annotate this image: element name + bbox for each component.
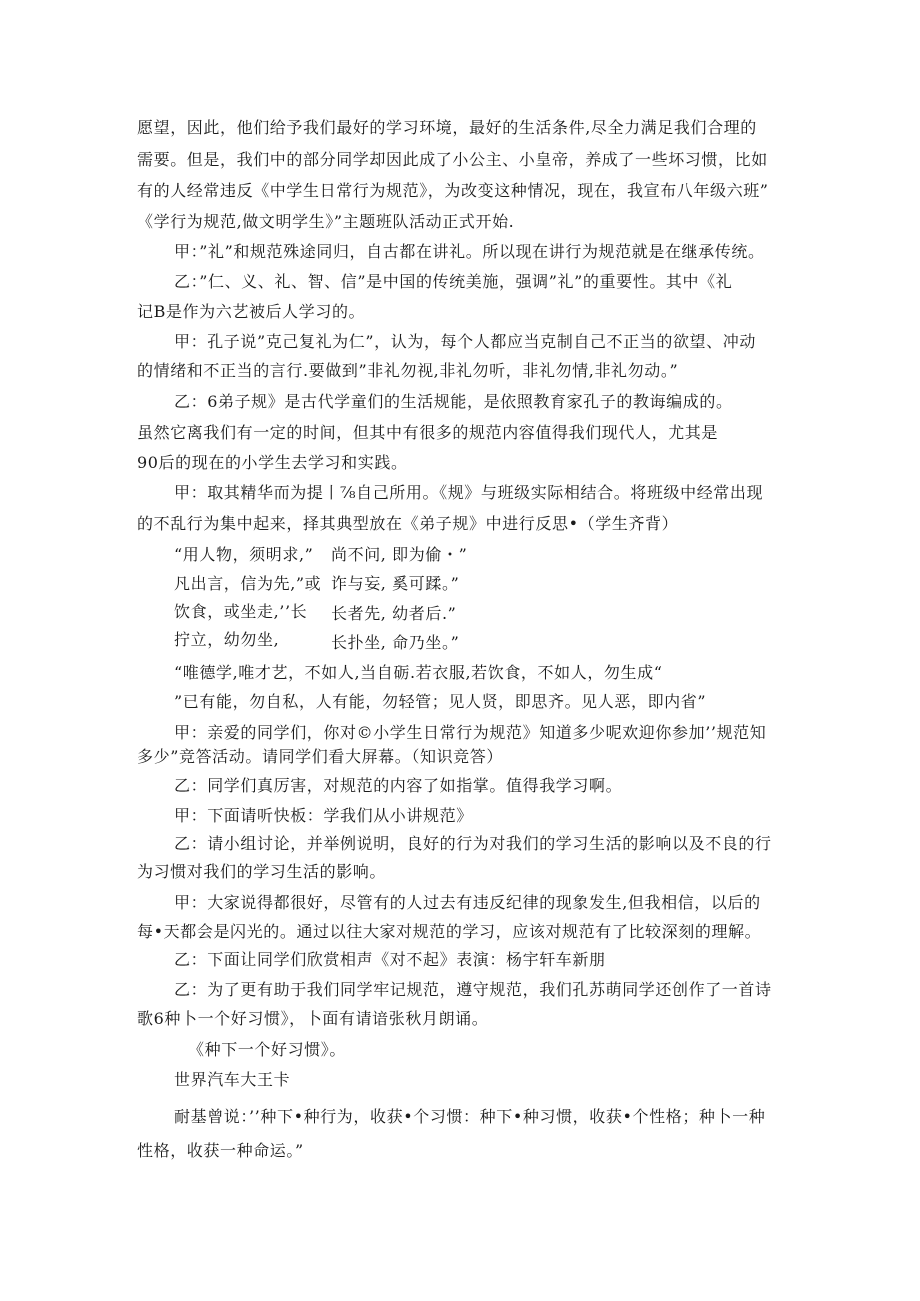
dialogue-line: 多少”竞答活动。请同学们看大屏幕。（知识竞答） (137, 747, 503, 766)
poem-title: 《种下一个好习惯》。 (188, 1040, 347, 1059)
poem-line-left: 饮食，或坐走,’’长 (174, 602, 308, 621)
quote-line: ”已有能，勿自私，人有能，勿轻管；见人贤，即思齐。见人恶，即内省” (174, 692, 707, 711)
paragraph-line: 乙：”仁、义、礼、智、信”是中国的传统美施，强调”礼”的重要性。其中《礼 (174, 272, 733, 291)
paragraph-line: 甲：取其精华而为提丨⅞自己所用。《规》与班级实际相结合。将班级中经常出现 (174, 483, 764, 502)
dialogue-line: 甲：下面请听快板：学我们从小讲规范》 (174, 806, 473, 825)
poem-line-right: 长扑坐, 命乃坐。” (331, 633, 460, 652)
paragraph-line: 虽然它离我们有一定的时间，但其中有很多的规范内容值得我们现代人，尤其是 (137, 423, 719, 442)
author-line: 世界汽车大王卡 (174, 1070, 291, 1089)
paragraph-line: 有的人经常违反《中学生日常行为规范》，为改变这种情况，现在，我宣布八年级六班” (137, 181, 769, 200)
poem-line-right: 长者先, 幼者后.” (331, 604, 457, 623)
poem-line-left: 拧立，幼勿坐, (174, 630, 280, 649)
dialogue-line: 乙：为了更有助于我们同学牢记规范，遵守规范，我们孔苏萌同学还创作了一首诗 (174, 980, 772, 999)
dialogue-line: 乙：同学们真厉害，对规范的内容了如指掌。值得我学习啊。 (174, 776, 623, 795)
paragraph-line: 甲：”礼”和规范殊途同归，自古都在讲礼。所以现在讲行为规范就是在继承传统。 (174, 242, 765, 261)
paragraph-line: 《学行为规范,做文明学生》”主题班队活动正式开始. (137, 212, 515, 231)
paragraph-line: 愿望，因此，他们给予我们最好的学习环境，最好的生活条件,尽全力满足我们合理的 (137, 118, 757, 137)
dialogue-line: 为习惯对我们的学习生活的影响。 (137, 862, 387, 881)
paragraph-line: 的不乱行为集中起来，择其典型放在《弟子规》中进行反思•（学生齐背） (137, 514, 679, 533)
dialogue-line: 乙：请小组讨论，并举例说明，良好的行为对我们的学习生活的影响以及不良的行 (174, 834, 772, 853)
poem-line-left: “用人物，须明求,” (174, 545, 314, 564)
poem-line-right: 诈与妄, 奚可蹂。” (331, 574, 460, 593)
closing-line: 性格，收获一种命运。” (137, 1141, 304, 1160)
poem-line-right: 尚不问, 即为偷・” (331, 545, 468, 564)
dialogue-line: 甲：大家说得都很好，尽管有的人过去有违反纪律的现象发生,但我相信，以后的 (174, 893, 761, 912)
dialogue-line: 每•天都会是闪光的。通过以往大家对规范的学习，应该对规范有了比较深刻的理解。 (137, 922, 762, 941)
paragraph-line: 乙：6弟子规》是古代学童们的生活规能，是依照教育家孔子的教诲编成的。 (174, 392, 733, 411)
quote-line: “唯德学,唯才艺，不如人,当自砺.若衣服,若饮食，不如人，勿生成“ (174, 663, 663, 682)
dialogue-line: 甲：亲爱的同学们，你对©小学生日常行为规范》知道多少呢欢迎你参加’’规范知 (174, 723, 767, 742)
poem-line-left: 凡出言，信为先,”或 (174, 574, 322, 593)
dialogue-line: 乙：下面让同学们欣赏相声《对不起》表演：杨宇轩车新朋 (174, 950, 606, 969)
paragraph-line: 记B是作为六艺被后人学习的。 (137, 302, 366, 321)
paragraph-line: 甲：孔子说”克己复礼为仁”，认为，每个人都应当克制自己不正当的欲望、冲动 (174, 332, 756, 351)
paragraph-line: 需要。但是，我们中的部分同学却因此成了小公主、小皇帝，养成了一些坏习惯，比如 (137, 150, 768, 169)
paragraph-line: 90后的现在的小学生去学习和实践。 (137, 453, 408, 472)
dialogue-line: 歌6种卜一个好习惯》，卜面有请谙张秋月朗诵。 (137, 1009, 489, 1028)
paragraph-line: 的情绪和不正当的言行.要做到”非礼勿视,非礼勿听，非礼勿情,非礼勿动。” (137, 361, 679, 380)
closing-line: 耐基曾说：’’种下•种行为，收获•个习惯：种下•种习惯，收获•个性格；种卜一种 (174, 1107, 766, 1126)
